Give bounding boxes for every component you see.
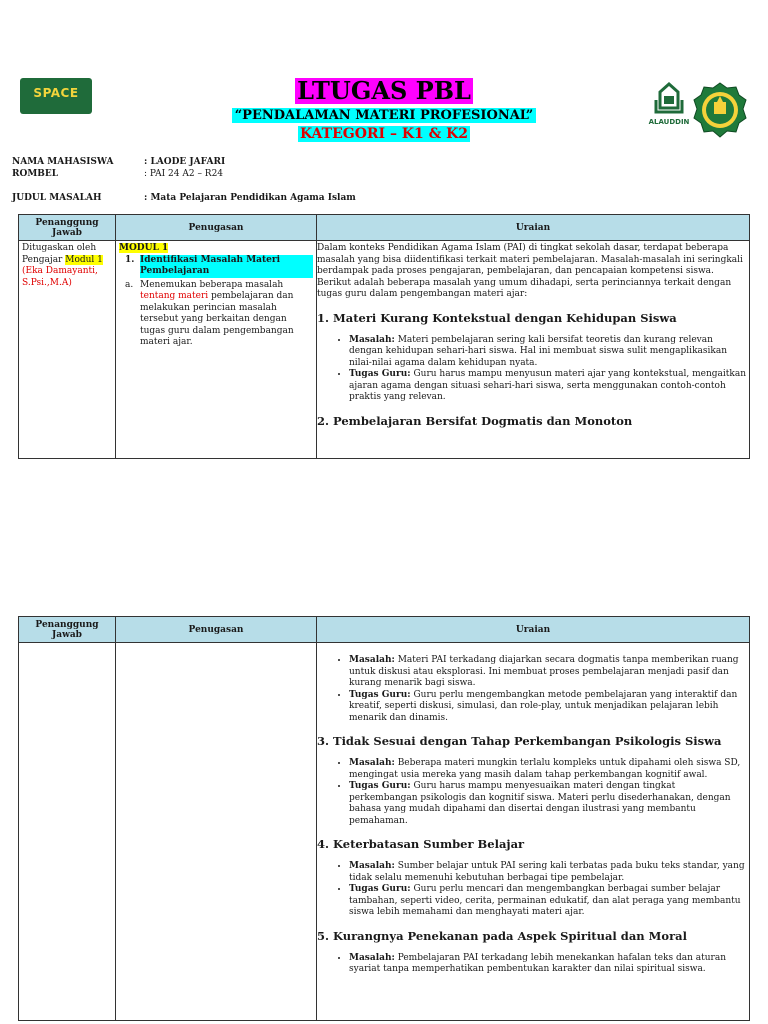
penugasan-cell: [116, 241, 317, 459]
list-item: • Masalah: Sumber belajar untuk PAI sering kali terbatas pada buku teks standar, yang tidak selalu memenuhi kebutuhan berbagai tipe pembelajar.: [349, 861, 746, 884]
task-number: 1.: [125, 254, 135, 265]
judul-label: JUDUL MASALAH: [12, 193, 102, 203]
uraian-cell: [317, 643, 750, 1021]
section-2-list: [317, 655, 746, 724]
list-item: • Tugas Guru: Guru harus mampu menyusun materi ajar yang kontekstual, mengaitkan ajaran agama dengan situasi sehari-hari siswa, serta menggunakan contoh-contoh praktis yang relevan.: [349, 369, 746, 404]
list-item: • Tugas Guru: Guru harus mampu menyesuaikan materi dengan tingkat perkembangan psikologis dan kognitif siswa. Materi perlu disederhanakan, dengan bahasa yang mudah dipahami dan disertai dengan ilustrasi yang membantu pemahaman.: [349, 781, 746, 827]
sub-text-red: tentang materi: [140, 291, 209, 301]
document-title: LTUGAS PBL: [297, 76, 471, 105]
space-logo-text: SPACE: [33, 86, 79, 100]
alauddin-logo-text: ALAUDDIN: [648, 118, 690, 126]
intro-paragraph: Dalam konteks Pendidikan Agama Islam (PAI) di tingkat sekolah dasar, terdapat beberapa masalah yang bisa diidentifikasi terkait materi pembelajaran. Masalah-masalah ini seringkali berdampak pada proses pengajaran, pembelajaran, dan pencapaian kompetensi siswa. Berikut adalah beberapa masalah yang umum dihadapi, serta perinciannya terkait dengan tugas guru dalam pengembangan materi ajar:: [317, 243, 743, 299]
header-penanggung-jawab: Penanggung Jawab: [19, 215, 116, 241]
section-1-title: 1. Materi Kurang Kontekstual dengan Kehidupan Siswa: [317, 310, 677, 325]
section-4-list: [317, 861, 746, 919]
sub-letter: a.: [125, 279, 134, 290]
sub-text-1: Menemukan beberapa masalah: [140, 279, 284, 290]
task-title: Identifikasi Masalah Materi Pembelajaran: [140, 255, 313, 278]
list-item: • Tugas Guru: Guru perlu mengembangkan metode pembelajaran yang interaktif dan kreatif, seperti diskusi, simulasi, dan role-play, untuk menjadikan pelajaran lebih menarik dan dinamis.: [349, 690, 746, 725]
rombel-label: ROMBEL: [12, 169, 59, 179]
modul-label: MODUL 1: [119, 243, 169, 253]
section-1-list: [317, 335, 746, 404]
uraian-cell: [317, 241, 750, 459]
pj-modul: Modul 1: [65, 254, 103, 265]
document-subtitle: “PENDALAMAN MATERI PROFESIONAL”: [232, 108, 537, 123]
meta-judul-row: [12, 193, 356, 203]
header-uraian: Uraian: [317, 617, 750, 643]
rombel-value: : PAI 24 A2 – R24: [144, 169, 224, 179]
pj-name: (Eka Damayanti, S.Psi.,M.A): [22, 266, 98, 288]
header-penugasan: Penugasan: [116, 215, 317, 241]
meta-rombel-row: [12, 169, 224, 179]
section-3-title: 3. Tidak Sesuai dengan Tahap Perkembangan Psikologis Siswa: [317, 734, 722, 748]
kemenag-logo: [692, 82, 748, 138]
section-3-list: [317, 758, 746, 827]
penugasan-cell: [116, 643, 317, 1021]
penanggung-jawab-cell: [19, 241, 116, 459]
nama-value: : LAODE JAFARI: [144, 157, 226, 167]
section-4-title: 4. Keterbatasan Sumber Belajar: [317, 837, 525, 851]
list-item: • Masalah: Beberapa materi mungkin terlalu kompleks untuk dipahami oleh siswa SD, mengingat usia mereka yang masih dalam tahap perkembangan kognitif awal.: [349, 758, 746, 781]
header-uraian: Uraian: [317, 215, 750, 241]
kategori-label: KATEGORI – K1 & K2: [299, 126, 469, 142]
alauddin-logo: [648, 82, 690, 132]
list-item: • Masalah: Pembelajaran PAI terkadang lebih menekankan hafalan teks dan aturan syariat tanpa memperhatikan pembentukan karakter dan nilai spiritual siswa.: [349, 953, 746, 976]
sub-text-2: pembelajaran dan melakukan perincian masalah tersebut yang berkaitan dengan tugas guru dalam pengembangan materi ajar.: [140, 291, 294, 347]
task-table-2: [18, 616, 750, 1021]
list-item: • Masalah: Materi PAI terkadang diajarkan secara dogmatis tanpa memberikan ruang untuk diskusi atau eksplorasi. Ini membuat proses pembelajaran menjadi pasif dan kurang menarik bagi siswa.: [349, 655, 746, 690]
judul-value: : Mata Pelajaran Pendidikan Agama Islam: [144, 193, 356, 203]
pj-prefix: Ditugaskan oleh Pengajar: [22, 243, 97, 265]
list-item: • Tugas Guru: Guru perlu mencari dan mengembangkan berbagai sumber belajar tambahan, seperti video, cerita, permainan edukatif, dan alat peraga yang membantu siswa lebih memahami dan menghayati materi ajar.: [349, 884, 746, 919]
section-5-title: 5. Kurangnya Penekanan pada Aspek Spiritual dan Moral: [317, 928, 687, 943]
header-penanggung-jawab: Penanggung Jawab: [19, 617, 116, 643]
section-2-title: 2. Pembelajaran Bersifat Dogmatis dan Monoton: [317, 413, 633, 428]
nama-label: NAMA MAHASISWA: [12, 157, 114, 167]
section-5-list: [317, 953, 746, 976]
task-table-1: [18, 214, 750, 459]
penanggung-jawab-cell: [19, 643, 116, 1021]
meta-nama-row: [12, 157, 226, 167]
list-item: • Masalah: Materi pembelajaran sering kali bersifat teoretis dan kurang relevan dengan kehidupan sehari-hari siswa. Hal ini membuat siswa sulit mengaplikasikan nilai-nilai agama dalam kehidupan nyata.: [349, 335, 746, 370]
header-penugasan: Penugasan: [116, 617, 317, 643]
